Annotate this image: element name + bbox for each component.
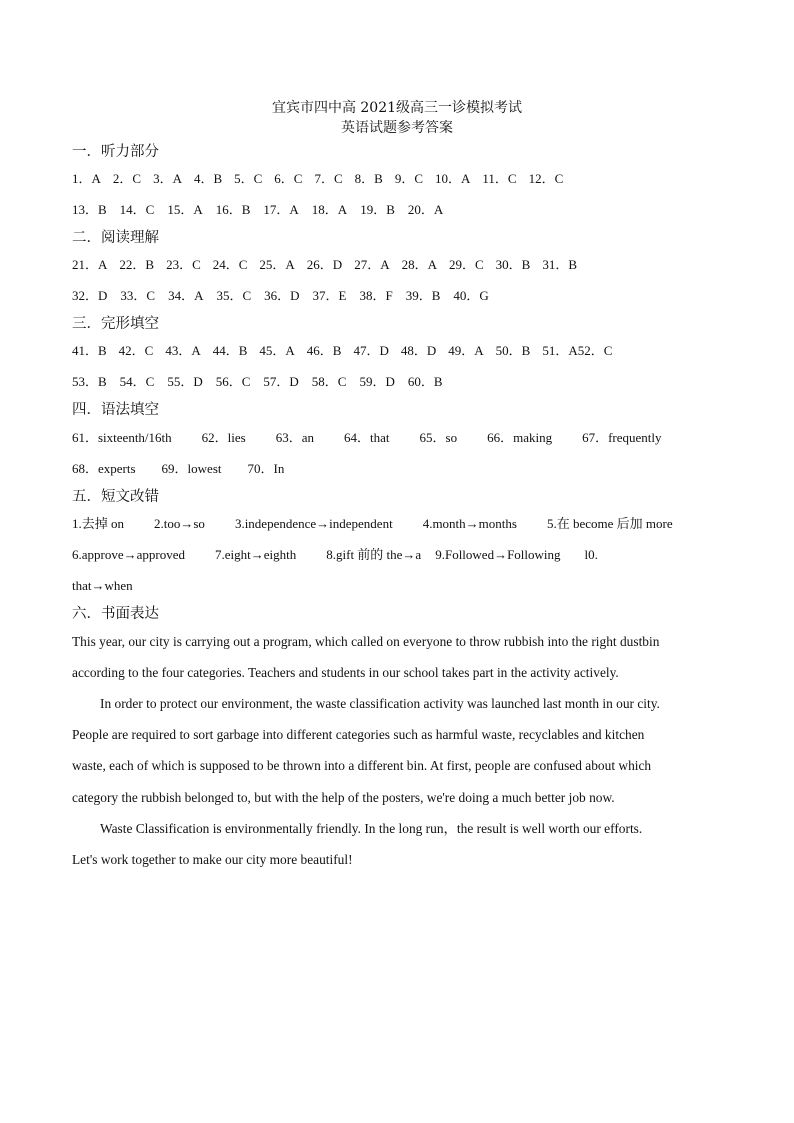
answer-item: 62．lies [201,430,246,445]
answer-item: 25．A [259,257,295,272]
answer-item: 55．D [167,374,203,389]
answer-item: 11．C [482,171,517,186]
correction-item: 7.eight→eighth [215,547,297,562]
correction-row-2 [72,546,598,564]
answer-item: 42．C [118,343,154,358]
answer-item: 40．G [453,288,489,303]
answer-item: 38．F [359,288,393,303]
answer-item: 18．A [311,202,348,217]
answer-item: 20．A [407,202,444,217]
answer-item: 12．C [528,171,564,186]
correction-item: 5.在 become 后加 more [546,516,673,531]
reading-answers-row-1 [72,256,577,274]
answer-item: 61．sixteenth/16th [72,430,172,445]
answer-item: 37．E [312,288,347,303]
answer-item: 3．A [153,171,182,186]
answer-item: 63．an [275,430,315,445]
answer-item: 23．C [166,257,201,272]
answer-item: 48．D [400,343,437,358]
answer-item: 14．C [119,202,155,217]
listening-answers-row-1 [72,170,563,188]
correction-item: 1.去掉 on [72,516,125,531]
answer-item: 8．B [354,171,383,186]
essay-line: category the rubbish belonged to, but with the help of the posters, we're doing a much better job now. [72,790,615,805]
grammar-answers-row-2 [72,460,284,478]
reading-answers-row-2 [72,287,489,305]
answer-item: 32．D [72,288,108,303]
correction-row-3 [72,577,133,595]
answer-item: 21．A [72,257,108,272]
answer-item: 10．A [434,171,471,186]
answer-item: 27．A [354,257,390,272]
essay-line: This year, our city is carrying out a program, which called on everyone to throw rubbish into the right dustbin [72,634,660,649]
answer-item: 35．C [216,288,252,303]
answer-item: 41．B [72,343,107,358]
answer-item: 4．B [193,171,223,186]
correction-item: 3.independence→independent [234,516,393,531]
answer-item: 22．B [119,257,155,272]
answer-item: 36．D [264,288,300,303]
correction-row-1 [72,515,673,533]
answer-item: 51．A52．C [542,343,613,358]
correction-item: 4.month→months [422,516,517,531]
answer-item: 28．A [401,257,437,272]
answer-item: 30．B [495,257,531,272]
grammar-answers-row-1 [72,429,662,447]
answer-item: 70．In [247,461,285,476]
answer-item: 24．C [212,257,248,272]
answer-item: 64．that [344,430,390,445]
answer-item: 66．making [487,430,553,445]
essay-line: People are required to sort garbage into different categories such as harmful waste, recyclables and kitchen [72,727,645,742]
answer-item: 17．A [263,202,299,217]
answer-item: 54．C [119,374,155,389]
essay-line: waste, each of which is supposed to be thrown into a different bin. At first, people are confused about which [72,758,652,773]
answer-item: 59．D [359,374,395,389]
section-listening-heading: 一．听力部分 [72,144,159,160]
essay-line: Waste Classification is environmentally friendly. In the long run，the result is well worth our efforts. [100,821,643,836]
answer-item: 49．A [448,343,484,358]
essay-line: Let's work together to make our city more beautiful! [72,852,353,867]
answer-item: 33．C [120,288,156,303]
section-grammar-heading: 四．语法填空 [72,402,159,418]
answer-item: 16．B [215,202,251,217]
correction-item: 2.too→so [154,516,205,531]
answer-item: 57．D [263,374,299,389]
cloze-answers-row-1 [72,342,612,360]
answer-item: 43．A [165,343,201,358]
cloze-answers-row-2 [72,373,443,391]
correction-item: that→when [72,578,133,593]
answer-item: 56．C [215,374,251,389]
answer-item: 58．C [311,374,347,389]
answer-item: 69．lowest [161,461,222,476]
answer-item: 53．B [72,374,107,389]
answer-item: 19．B [360,202,395,217]
answer-item: 68．experts [72,461,136,476]
answer-item: 44．B [212,343,248,358]
correction-item: 8.gift 前的 the→a [326,547,422,562]
essay-line: according to the four categories. Teachers and students in our school takes part in the activity actively. [72,665,619,680]
answer-item: 1．A [72,171,101,186]
answer-item: 47．D [353,343,389,358]
answer-item: 7．C [314,171,343,186]
answer-item: 9．C [394,171,423,186]
answer-item: 65．so [419,430,458,445]
correction-item: 9.Followed→Following [435,547,561,562]
answer-item: 60．B [407,374,443,389]
answer-item: 34．A [168,288,204,303]
answer-item: 26．D [306,257,343,272]
essay-line: In order to protect our environment, the waste classification activity was launched last month in our city. [100,696,660,711]
answer-item: 39．B [405,288,441,303]
section-cloze-heading: 三．完形填空 [72,316,159,332]
answer-item: 13．B [72,202,107,217]
answer-item: 15．A [167,202,203,217]
exam-title: 宜宾市四中高 2021级高三一诊模拟考试 [271,100,523,116]
answer-item: 67．frequently [582,430,662,445]
answer-item: 45．A [259,343,295,358]
correction-item: l0. [584,547,598,562]
answer-item: 50．B [495,343,531,358]
answer-item: 6．C [274,171,303,186]
correction-item: 6.approve→approved [72,547,185,562]
answer-item: 2．C [112,171,142,186]
section-correction-heading: 五．短文改错 [72,489,159,505]
exam-subtitle: 英语试题参考答案 [341,120,453,136]
answer-item: 31．B [542,257,577,272]
answer-item: 5．C [234,171,263,186]
answer-item: 29．C [448,257,484,272]
listening-answers-row-2 [72,201,443,219]
section-writing-heading: 六．书面表达 [72,606,159,622]
section-reading-heading: 二．阅读理解 [72,230,159,246]
answer-item: 46．B [306,343,342,358]
